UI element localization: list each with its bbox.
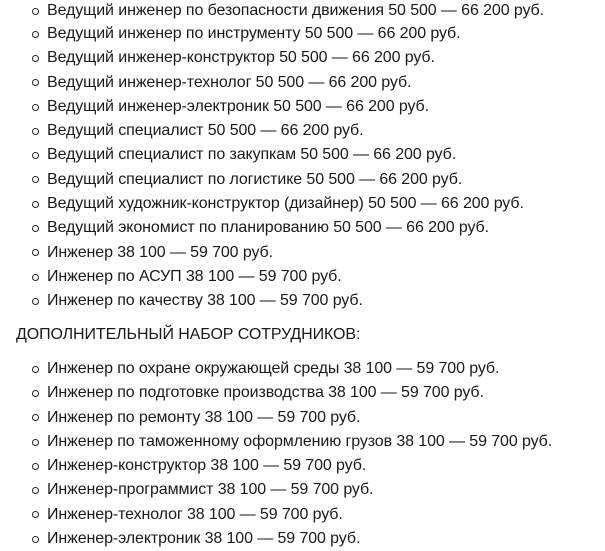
list-item: [0, 381, 605, 405]
list-item: [0, 265, 605, 289]
list-item: [0, 143, 605, 167]
vacancy-text: Ведущий инженер по инструменту 50 500 — 66 200 руб.: [47, 25, 461, 42]
circle-bullet-icon: [32, 104, 39, 111]
list-item: [0, 192, 605, 216]
circle-bullet-icon: [32, 79, 39, 86]
circle-bullet-icon: [32, 249, 39, 256]
circle-bullet-icon: [32, 536, 39, 543]
additional-vacancy-list: [0, 357, 605, 551]
list-item: [0, 95, 605, 119]
vacancy-text: Инженер по АСУП 38 100 — 59 700 руб.: [47, 267, 342, 285]
vacancy-text: Инженер 38 100 — 59 700 руб.: [47, 243, 273, 261]
circle-bullet-icon: [32, 31, 39, 38]
circle-bullet-icon: [32, 487, 39, 494]
list-item: [0, 503, 605, 527]
circle-bullet-icon: [32, 414, 39, 421]
vacancy-text: Инженер-программист 38 100 — 59 700 руб.: [47, 481, 374, 499]
vacancy-text: Ведущий инженер-технолог 50 500 — 66 200 руб.: [47, 73, 412, 91]
list-item: [0, 478, 605, 502]
circle-bullet-icon: [32, 511, 39, 518]
list-item: [0, 71, 605, 95]
list-item: [0, 406, 605, 430]
vacancy-text: Ведущий инженер по безопасности движения 50 500 — 66 200 руб.: [47, 2, 544, 19]
vacancy-text: Ведущий художник-конструктор (дизайнер) 50 500 — 66 200 руб.: [47, 195, 524, 213]
circle-bullet-icon: [32, 298, 39, 305]
circle-bullet-icon: [32, 8, 39, 15]
vacancy-text: Инженер-электроник 38 100 — 59 700 руб.: [47, 530, 361, 548]
vacancy-text: Инженер по таможенному оформлению грузов 38 100 — 59 700 руб.: [47, 432, 553, 450]
list-item: [0, 22, 605, 46]
vacancy-text: Ведущий экономист по планированию 50 500 — 66 200 руб.: [47, 219, 489, 237]
list-item: [0, 119, 605, 143]
circle-bullet-icon: [32, 366, 39, 373]
list-item: [0, 289, 605, 313]
circle-bullet-icon: [32, 439, 39, 446]
list-item: [0, 527, 605, 551]
circle-bullet-icon: [32, 390, 39, 397]
list-item: [0, 46, 605, 70]
vacancy-text: Инженер-конструктор 38 100 — 59 700 руб.: [47, 457, 367, 475]
circle-bullet-icon: [32, 225, 39, 232]
list-item: [0, 0, 605, 22]
vacancy-text: Ведущий инженер-конструктор 50 500 — 66 200 руб.: [47, 49, 435, 67]
vacancy-text: Ведущий специалист по закупкам 50 500 — 66 200 руб.: [47, 146, 457, 164]
circle-bullet-icon: [32, 176, 39, 183]
vacancy-text: Ведущий специалист 50 500 — 66 200 руб.: [47, 122, 364, 140]
list-item: [0, 454, 605, 478]
vacancy-text: Инженер по качеству 38 100 — 59 700 руб.: [47, 292, 363, 310]
section-heading: ДОПОЛНИТЕЛЬНЫЙ НАБОР СОТРУДНИКОВ:: [16, 326, 361, 343]
circle-bullet-icon: [32, 274, 39, 281]
vacancy-text: Инженер по охране окружающей среды 38 100 — 59 700 руб.: [47, 360, 500, 377]
list-item: [0, 216, 605, 240]
vacancy-text: Инженер по подготовке производства 38 100 — 59 700 руб.: [47, 384, 484, 402]
vacancy-text: Инженер по ремонту 38 100 — 59 700 руб.: [47, 408, 361, 426]
vacancy-text: Инженер-технолог 38 100 — 59 700 руб.: [47, 505, 343, 523]
list-item: [0, 168, 605, 192]
circle-bullet-icon: [32, 463, 39, 470]
circle-bullet-icon: [32, 152, 39, 159]
circle-bullet-icon: [32, 55, 39, 62]
vacancy-text: Ведущий специалист по логистике 50 500 — 66 200 руб.: [47, 170, 463, 188]
vacancy-text: Ведущий инженер-электроник 50 500 — 66 200 руб.: [47, 97, 429, 115]
list-item: [0, 430, 605, 454]
circle-bullet-icon: [32, 201, 39, 208]
list-item: [0, 241, 605, 265]
circle-bullet-icon: [32, 128, 39, 135]
list-item: [0, 357, 605, 381]
